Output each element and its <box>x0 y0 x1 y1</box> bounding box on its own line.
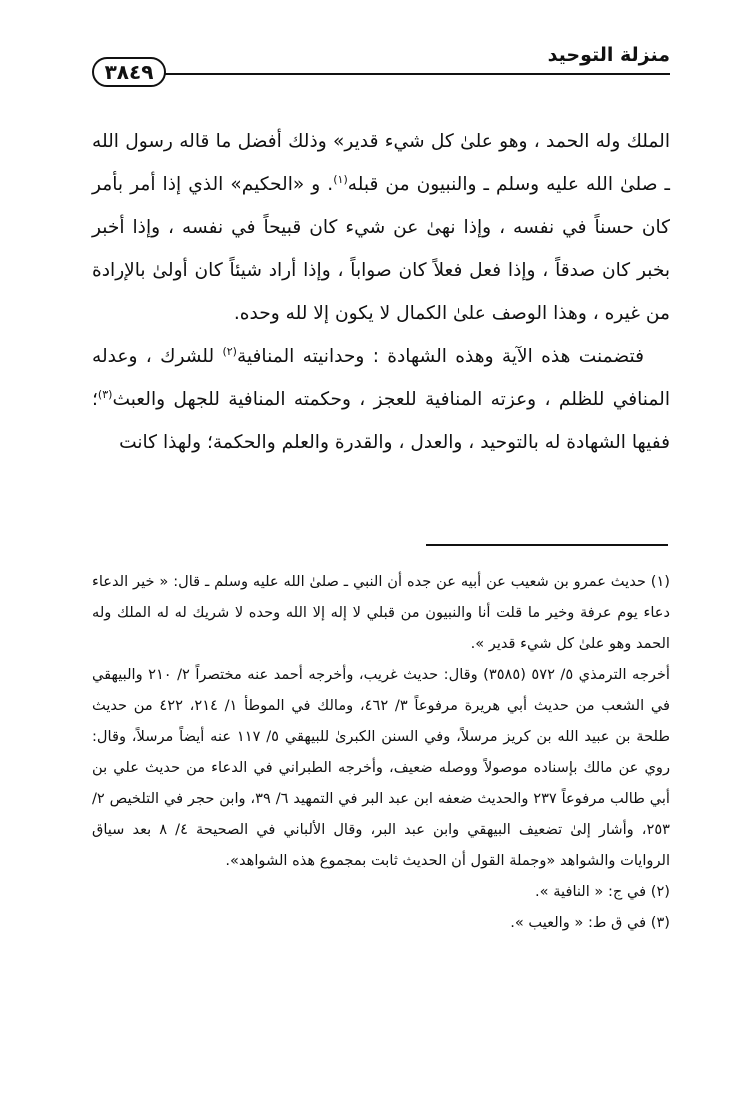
paragraph-2 <box>92 335 670 464</box>
main-text <box>92 120 670 464</box>
running-title: منزلة التوحيد <box>547 44 670 66</box>
footnotes <box>92 566 670 938</box>
paragraph-1-tail: . و «الحكيم» الذي إذا أمر بأمر كان حسناً في نفسه ، وإذا نهىٰ عن شيء كان قبيحاً في نفسه ، وإذا أخبر بخبر كان صدقاً ، وإذا فعل فعلاً كان صواباً ، وإذا أراد شيئاً كان أولىٰ بالإرادة من غيره ، وهذا الوصف علىٰ الكمال لا يكون إلا لله وحده. <box>92 174 670 324</box>
footnote-1-takhrij: أخرجه الترمذي ٥/ ٥٧٢ (٣٥٨٥) وقال: حديث غريب، وأخرجه أحمد عنه مختصراً ٢/ ٢١٠ والبيهقي في الشعب من حديث أبي هريرة مرفوعاً ٣/ ٤٦٢، ومالك في الموطأ ١/ ٢١٤، ٤٢٢ من حديث طلحة بن عبيد الله بن كريز مرسلاً، وفي السنن الكبرىٰ للبيهقي ٥/ ١١٧ عنه أيضاً مرسلاً، وقال: روي عن مالك بإسناده موصولاً ووصله ضعيف، وأخرجه الطبراني في الدعاء من حديث علي بن أبي طالب مرفوعاً ٢٣٧ والحديث ضعفه ابن عبد البر في التمهيد ٦/ ٣٩، وابن حجر في التلخيص ٢/ ٢٥٣، وأشار إلىٰ تضعيف البيهقي وابن عبد البر، وقال الألباني في الصحيحة ٤/ ٨ بعد سياق الروايات والشواهد «وجملة القول أن الحديث ثابت بمجموع هذه الشواهد». <box>92 666 670 869</box>
footnote-3: (٣) في ق ط: « والعيب ». <box>510 914 670 931</box>
paragraph-2-mid: للشرك ، وعدله المنافي للظلم ، وعزته المنافية للعجز ، وحكمته المنافية للجهل والعبث <box>92 346 670 410</box>
footnote-ref-3: (٣) <box>97 387 113 401</box>
page-number: ٣٨٤٩ <box>92 57 166 87</box>
footnote-1: (١) حديث عمرو بن شعيب عن أبيه عن جده أن النبي ـ صلىٰ الله عليه وسلم ـ قال: « خير الدعاء دعاء يوم عرفة وخير ما قلت أنا والنبيون من قبلي لا إله إلا الله وحده لا شريك له له الملك وله الحمد وهو علىٰ كل شيء قدير ». <box>92 573 670 652</box>
header-rule <box>158 73 670 75</box>
paragraph-1-text: الملك وله الحمد ، وهو علىٰ كل شيء قدير» وذلك أفضل ما قاله رسول الله ـ صلىٰ الله عليه وسلم ـ والنبيون من قبله <box>92 131 670 195</box>
running-header <box>92 44 670 84</box>
footnote-separator <box>426 544 668 546</box>
paragraph-1 <box>92 120 670 335</box>
paragraph-2-tail: ؛ ففيها الشهادة له بالتوحيد ، والعدل ، والقدرة والعلم والحكمة؛ ولهذا كانت <box>92 389 670 453</box>
footnote-ref-2: (٢) <box>222 344 237 358</box>
footnote-2: (٢) في ج: « النافية ». <box>535 883 670 900</box>
footnote-ref-1: (١) <box>333 172 348 186</box>
paragraph-2-text: فتضمنت هذه الآية وهذه الشهادة : وحدانيته المنافية <box>236 346 644 367</box>
